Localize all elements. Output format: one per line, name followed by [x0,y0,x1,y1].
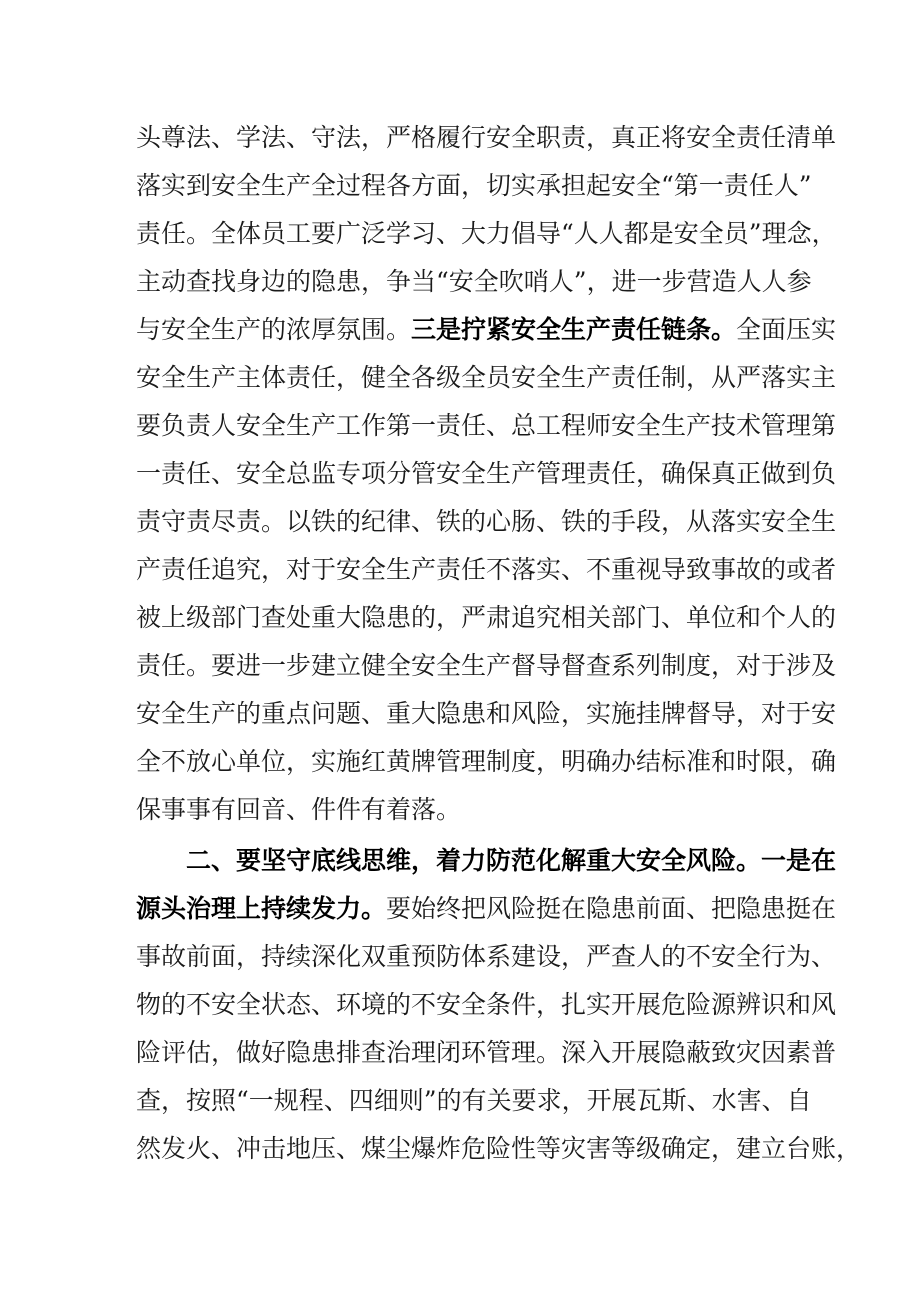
text-span: 物的不安全状态、环境的不安全条件，扎实开展危险源辨识和风 [136,990,837,1019]
text-span: 险评估，做好隐患排查治理闭环管理。深入开展隐蔽致灾因素普 [136,1038,837,1067]
text-line [136,450,837,498]
text-span: 要始终把风险挺在隐患前面、把隐患挺在 [386,894,837,923]
bold-heading-span: 三是拧紧安全生产责任链条。 [411,315,737,344]
text-span: 安全生产的重点问题、重大隐患和风险，实施挂牌督导，对于安 [136,699,837,728]
text-span: 与安全生产的浓厚氛围。 [136,315,412,344]
text-span: 落实到安全生产全过程各方面，切实承担起安全“第一责任人” [136,171,812,200]
text-span: 主动查找身边的隐患，争当“安全吹哨人”，进一步营造人人参 [136,267,812,296]
text-line [136,786,788,834]
text-span: 全不放心单位，实施红黄牌管理制度，明确办结标准和时限，确 [136,747,837,776]
bold-heading-span: 二、要坚守底线思维，着力防范化解重大安全风险。一是在 [186,846,837,875]
text-span: 责守责尽责。以铁的纪律、铁的心肠、铁的手段，从落实安全生 [136,507,837,536]
text-span: 然发火、冲击地压、煤尘爆炸危险性等灾害等级确定，建立台账， [136,1134,862,1163]
text-line [136,594,837,642]
text-line [136,402,837,450]
text-line [136,258,812,306]
text-line [136,885,837,933]
text-span: 安全生产主体责任，健全各级全员安全生产责任制，从严落实主 [136,363,837,392]
text-line [136,546,837,594]
text-span: 要负责人安全生产工作第一责任、总工程师安全生产技术管理第 [136,411,837,440]
text-span: 全面压实 [736,315,837,344]
text-span: 责任。全体员工要广泛学习、大力倡导“人人都是安全员”理念， [136,219,837,248]
text-line [136,162,812,210]
text-line [136,306,837,354]
text-line [136,210,837,258]
text-span: 事故前面，持续深化双重预防体系建设，严查人的不安全行为、 [136,942,837,971]
text-line [136,498,837,546]
text-span: 被上级部门查处重大隐患的，严肃追究相关部门、单位和个人的 [136,603,837,632]
text-span: 保事事有回音、件件有着落。 [136,795,462,824]
bold-heading-span: 源头治理上持续发力。 [136,894,387,923]
text-line [136,738,837,786]
text-line [136,1029,837,1077]
text-span: 查，按照“一规程、四细则”的有关要求，开展瓦斯、水害、自 [136,1086,812,1115]
text-span: 产责任追究，对于安全生产责任不落实、不重视导致事故的或者 [136,555,837,584]
text-span: 责任。要进一步建立健全安全生产督导督查系列制度，对于涉及 [136,651,837,680]
text-span: 头尊法、学法、守法，严格履行安全职责，真正将安全责任清单 [136,123,837,152]
text-line [136,114,837,162]
text-line [136,642,837,690]
text-line [186,837,837,885]
text-line [136,690,837,738]
text-line [136,354,837,402]
text-span: 一责任、安全总监专项分管安全生产管理责任，确保真正做到负 [136,459,837,488]
text-line [136,1125,862,1173]
text-line [136,981,837,1029]
text-line [136,1077,812,1125]
text-line [136,933,837,981]
